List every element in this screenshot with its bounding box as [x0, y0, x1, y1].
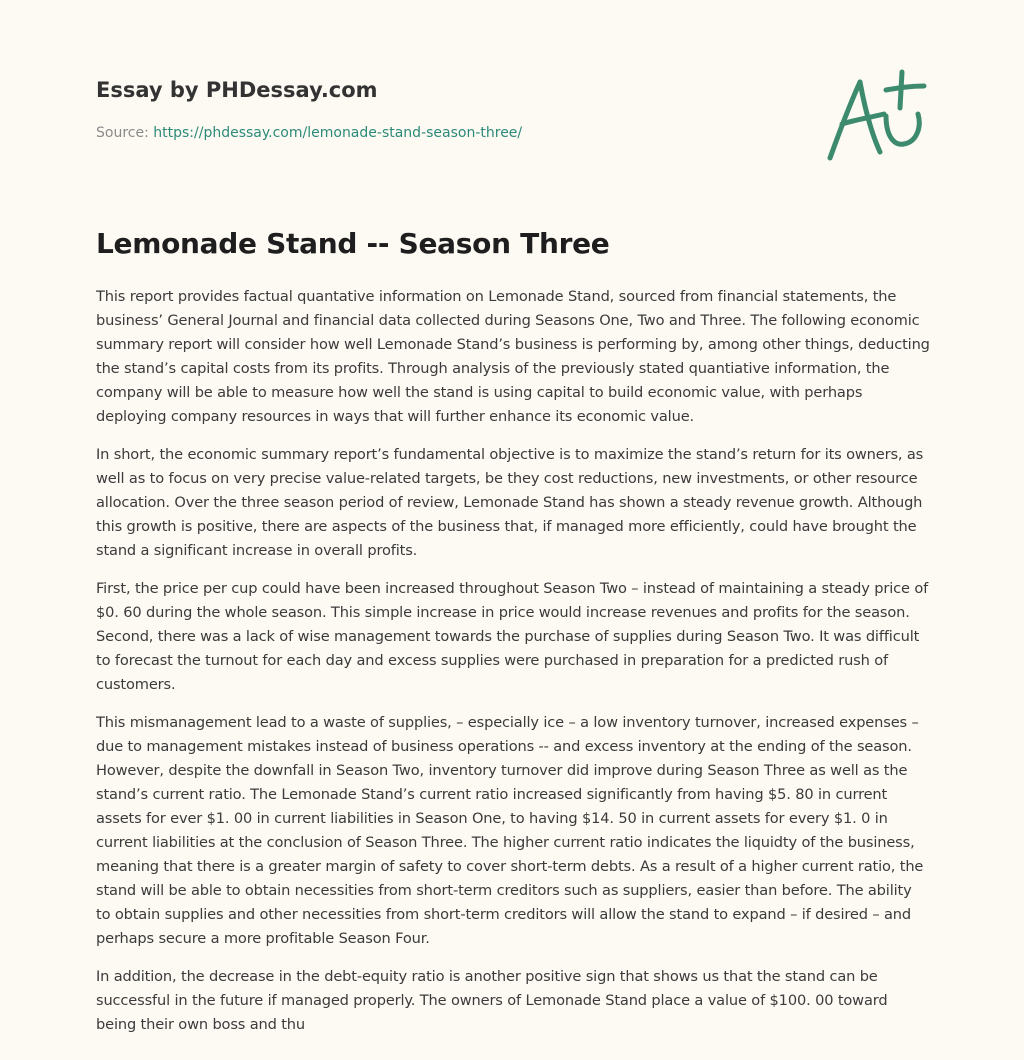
site-title: Essay by PHDessay.com: [96, 78, 378, 102]
source-link[interactable]: https://phdessay.com/lemonade-stand-season-three/: [153, 125, 523, 141]
page-header: [96, 76, 928, 143]
paragraph: In addition, the decrease in the debt-equity ratio is another positive sign that shows us that the stand can be successful in the future if managed properly. The owners of Lemonade Stand place a value of $100. 00 toward being their own boss and thu: [96, 968, 888, 1033]
a-plus-logo-icon: [818, 64, 930, 168]
paragraph: This mismanagement lead to a waste of supplies, – especially ice – a low inventory turnover, increased expenses – due to management mistakes instead of business operations -- and excess inventory at the ending of the season. However, despite the downfall in Season Two, inventory turnover did improve during Season Three as well as the stand’s current ratio. The Lemonade Stand’s current ratio increased significantly from having $5. 80 in current assets for ever $1. 00 in current liabilities in Season One, to having $14. 50 in current assets for every $1. 0 in current liabilities at the conclusion of Season Three. The higher current ratio indicates the liquidty of the business, meaning that there is a greater margin of safety to cover short-term debts. As a result of a higher current ratio, the stand will be able to obtain necessities from short-term creditors such as suppliers, easier than before. The ability to obtain supplies and other necessities from short-term creditors will allow the stand to expand – if desired – and perhaps secure a more profitable Season Four.: [96, 714, 924, 947]
document-title: Lemonade Stand -- Season Three: [96, 227, 610, 260]
source-label: Source:: [96, 125, 149, 141]
paragraph: In short, the economic summary report’s fundamental objective is to maximize the stand’s return for its owners, as well as to focus on very precise value-related targets, be they cost reductions, new investments, or other resource allocation. Over the three season period of review, Lemonade Stand has shown a steady revenue growth. Although this growth is positive, there are aspects of the business that, if managed more efficiently, could have brought the stand a significant increase in overall profits.: [96, 446, 924, 559]
paragraph: This report provides factual quantative information on Lemonade Stand, sourced from financial statements, the business’ General Journal and financial data collected during Seasons One, Two and Three. The following economic summary report will consider how well Lemonade Stand’s business is performing by, among other things, deducting the stand’s capital costs from its profits. Through analysis of the previously stated quantiative information, the company will be able to measure how well the stand is using capital to build economic value, with perhaps deploying company resources in ways that will further enhance its economic value.: [96, 288, 930, 425]
paragraph: First, the price per cup could have been increased throughout Season Two – instead of maintaining a steady price of $0. 60 during the whole season. This simple increase in price would increase revenues and profits for the season. Second, there was a lack of wise management towards the purchase of supplies during Season Two. It was difficult to forecast the turnout for each day and excess supplies were purchased in preparation for a predicted rush of customers.: [96, 580, 929, 693]
document-body: [96, 285, 930, 1051]
source-line: [96, 123, 928, 143]
